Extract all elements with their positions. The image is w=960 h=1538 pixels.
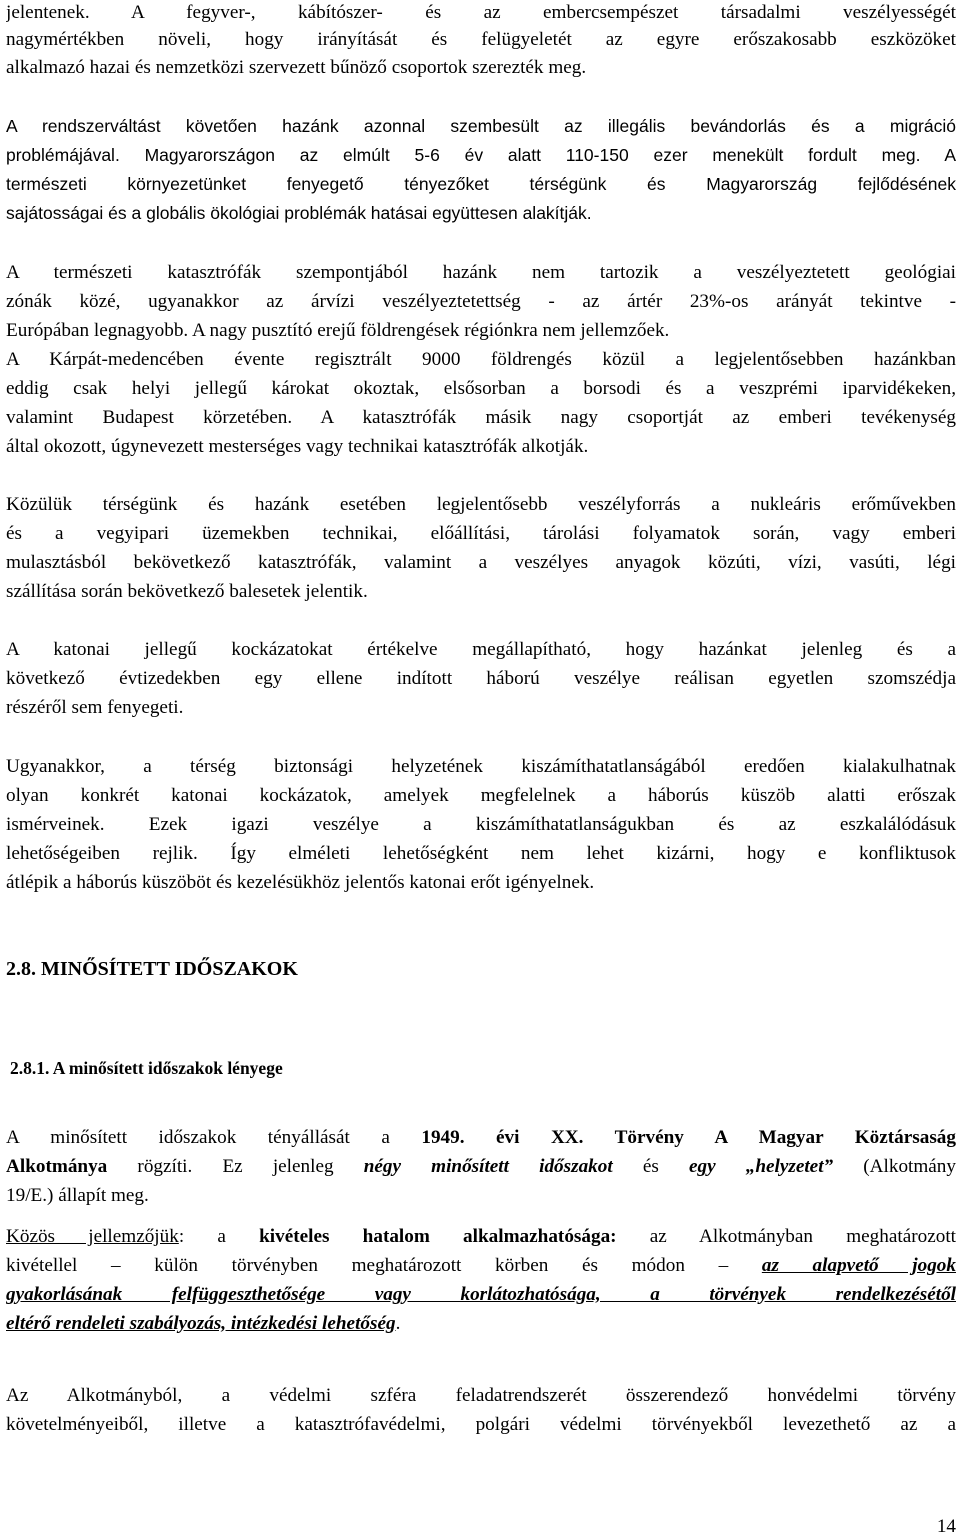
text-run: kivétellel – külön törvényben meghatározott körben és módon –	[6, 1255, 762, 1276]
emphasis: az alapvető jogok	[761, 1255, 956, 1276]
text-line	[6, 1123, 956, 1152]
text-line: 19/E.) állapít meg.	[6, 1185, 149, 1206]
emphasis: egy „helyzetet”	[688, 1156, 834, 1177]
text-run: rögzíti. Ez jelenleg	[107, 1156, 364, 1177]
page-number: 14	[936, 1516, 956, 1537]
text-line: valamint Budapest körzetében. A katasztrófák másik nagy csoportját az emberi tevékenység	[6, 407, 956, 428]
text-line: A rendszerváltást követően hazánk azonnal szembesült az illegális bevándorlás és a migráció	[6, 116, 956, 136]
text-line: Ugyanakkor, a térség biztonsági helyzetének kiszámíthatatlanságából eredően kialakulhatnak	[6, 756, 956, 777]
text-line: lehetőségeiben rejlik. Így elméleti lehetőségként nem lehet kizárni, hogy e konfliktusok	[6, 843, 956, 864]
law-reference: 1949. évi XX. Törvény A Magyar Köztársaság	[421, 1127, 956, 1148]
subsection-heading: 2.8.1. A minősített időszakok lényege	[10, 1058, 283, 1078]
text-line: alkalmazó hazai és nemzetközi szervezett bűnöző csoportok szerezték meg.	[6, 57, 587, 78]
text-run: .	[395, 1313, 401, 1334]
text-line: A katonai jellegű kockázatokat értékelve megállapítható, hogy hazánkat jelenleg és a	[6, 639, 956, 660]
text-line	[6, 1309, 956, 1338]
section-heading: 2.8. MINŐSÍTETT IDŐSZAKOK	[6, 958, 298, 980]
text-line: által okozott, úgynevezett mesterséges vagy technikai katasztrófák alkotják.	[6, 436, 589, 457]
text-line	[6, 1251, 956, 1280]
text-line: Az Alkotmányból, a védelmi szféra feladatrendszerét összerendező honvédelmi törvény	[6, 1385, 956, 1406]
text-line: és a vegyipari üzemekben technikai, előállítási, tárolási folyamatok során, vagy emberi	[6, 523, 956, 544]
emphasis: kivételes hatalom alkalmazhatósága:	[259, 1226, 617, 1247]
text-run: (Alkotmány	[833, 1156, 956, 1177]
law-reference: Alkotmánya	[6, 1156, 108, 1177]
text-line: következő évtizedekben egy ellene indított háború veszélye reálisan egyetlen szomszédja	[6, 668, 956, 689]
text-line: jelentenek. A fegyver-, kábítószer- és az embercsempészet társadalmi veszélyességét	[6, 2, 956, 23]
text-run: A minősített időszakok tényállását a	[6, 1127, 422, 1148]
text-line: részéről sem fenyegeti.	[6, 697, 184, 718]
text-line: eddig csak helyi jellegű károkat okoztak, elsősorban a borsodi és a veszprémi iparvidékeken,	[6, 378, 956, 399]
text-line: Európában legnagyobb. A nagy pusztító erejű földrengések régiónkra nem jellemzőek.	[6, 320, 670, 341]
text-line: természeti környezetünket fenyegető tényezőket térségünk és Magyarország fejlődésének	[6, 174, 956, 194]
text-line	[6, 1152, 956, 1181]
text-run: az Alkotmányban meghatározott	[616, 1226, 956, 1247]
text-line: zónák közé, ugyanakkor az árvízi veszélyeztetettség - az ártér 23%-os arányát tekintve -	[6, 291, 956, 312]
text-run: : a	[178, 1226, 260, 1247]
text-line: ismérveinek. Ezek igazi veszélye a kiszámíthatatlanságukban és az eszkalálódásuk	[6, 814, 956, 835]
text-line: gyakorlásának felfüggeszthetősége vagy korlátozhatósága, a törvények rendelkezésétől	[6, 1284, 956, 1305]
text-line: problémájával. Magyarországon az elmúlt 5-6 év alatt 110-150 ezer menekült fordult meg. A	[6, 145, 956, 165]
text-line: sajátosságai és a globális ökológiai problémák hatásai együttesen alakítják.	[6, 203, 592, 223]
text-line: Közülük térségünk és hazánk esetében legjelentősebb veszélyforrás a nukleáris erőművekben	[6, 494, 956, 515]
text-run: és	[612, 1156, 689, 1177]
text-line	[6, 1222, 956, 1251]
emphasis: eltérő rendeleti szabályozás, intézkedési lehetőség	[6, 1313, 396, 1334]
text-line: A Kárpát-medencében évente regisztrált 9000 földrengés közül a legjelentősebben hazánkban	[6, 349, 956, 370]
text-line: szállítása során bekövetkező balesetek jelentik.	[6, 581, 368, 602]
text-line: átlépik a háborús küszöböt és kezelésükhöz jelentős katonai erőt igényelnek.	[6, 872, 595, 893]
text-line: A természeti katasztrófák szempontjából hazánk nem tartozik a veszélyeztetett geológiai	[6, 262, 956, 283]
text-line: olyan konkrét katonai kockázatok, amelyek megfelelnek a háborús küszöb alatti erőszak	[6, 785, 956, 806]
text-line: nagymértékben növeli, hogy irányítását és felügyeletét az egyre erőszakosabb eszközöket	[6, 29, 956, 50]
underlined-term: Közös jellemzőjük	[6, 1226, 179, 1247]
text-line: követelményeiből, illetve a katasztrófavédelmi, polgári védelmi törvényekből levezethető az a	[6, 1414, 956, 1435]
emphasis: négy minősített időszakot	[363, 1156, 613, 1177]
text-line: mulasztásból bekövetkező katasztrófák, valamint a veszélyes anyagok közúti, vízi, vasúti, légi	[6, 552, 956, 573]
